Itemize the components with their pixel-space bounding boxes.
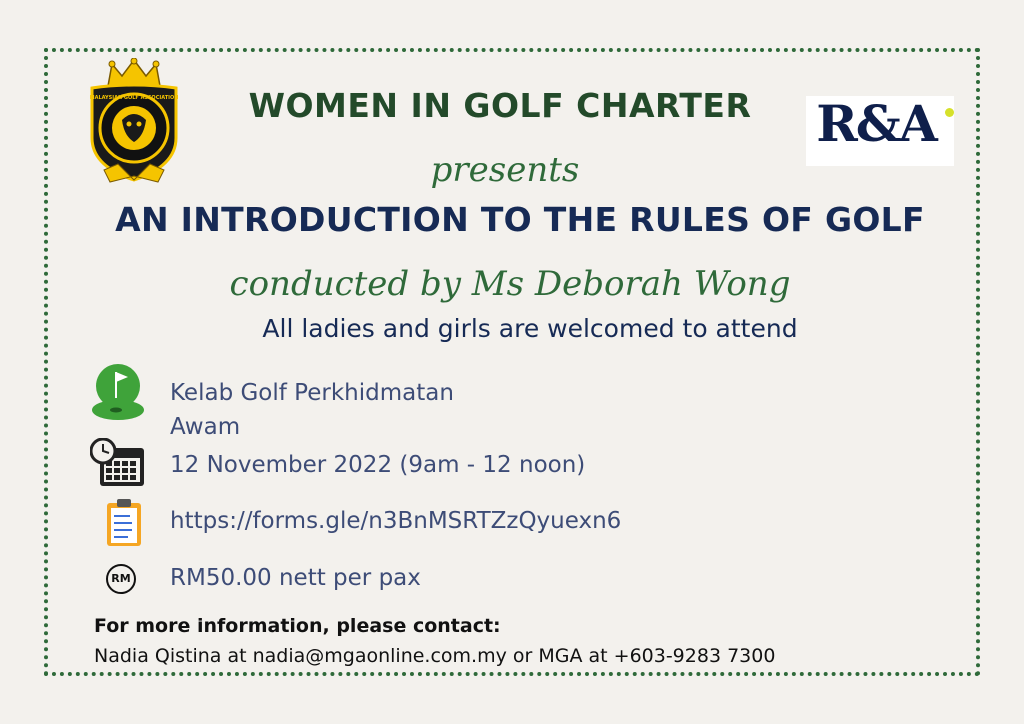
event-date: 12 November 2022 (9am - 12 noon) xyxy=(170,452,586,478)
clipboard-checklist-icon xyxy=(104,498,144,548)
registration-link[interactable]: https://forms.gle/n3BnMSRTZzQyuexn6 xyxy=(170,508,622,534)
mga-logo-text: MALAYSIAN GOLF ASSOCIATION xyxy=(89,95,179,101)
presents-text: presents xyxy=(430,150,580,190)
ra-logo-text: R&A xyxy=(816,94,936,153)
calendar-clock-icon xyxy=(90,438,146,488)
conducted-by-text: conducted by Ms Deborah Wong xyxy=(229,264,791,304)
ra-logo-dot xyxy=(945,108,954,117)
event-price: RM50.00 nett per pax xyxy=(170,565,421,591)
golf-hole-icon xyxy=(90,362,146,422)
contact-heading: For more information, please contact: xyxy=(94,615,501,637)
charter-heading: WOMEN IN GOLF CHARTER xyxy=(248,86,752,125)
mga-logo xyxy=(86,58,182,188)
ringgit-icon: RM xyxy=(106,564,136,594)
welcome-text: All ladies and girls are welcomed to attend xyxy=(262,314,798,343)
event-title: AN INTRODUCTION TO THE RULES OF GOLF xyxy=(115,200,925,239)
contact-details: Nadia Qistina at nadia@mgaonline.com.my or MGA at +603-9283 7300 xyxy=(94,645,776,667)
ra-logo xyxy=(806,96,954,166)
venue-line-2: Awam xyxy=(170,414,241,440)
venue-line-1: Kelab Golf Perkhidmatan xyxy=(170,380,454,406)
